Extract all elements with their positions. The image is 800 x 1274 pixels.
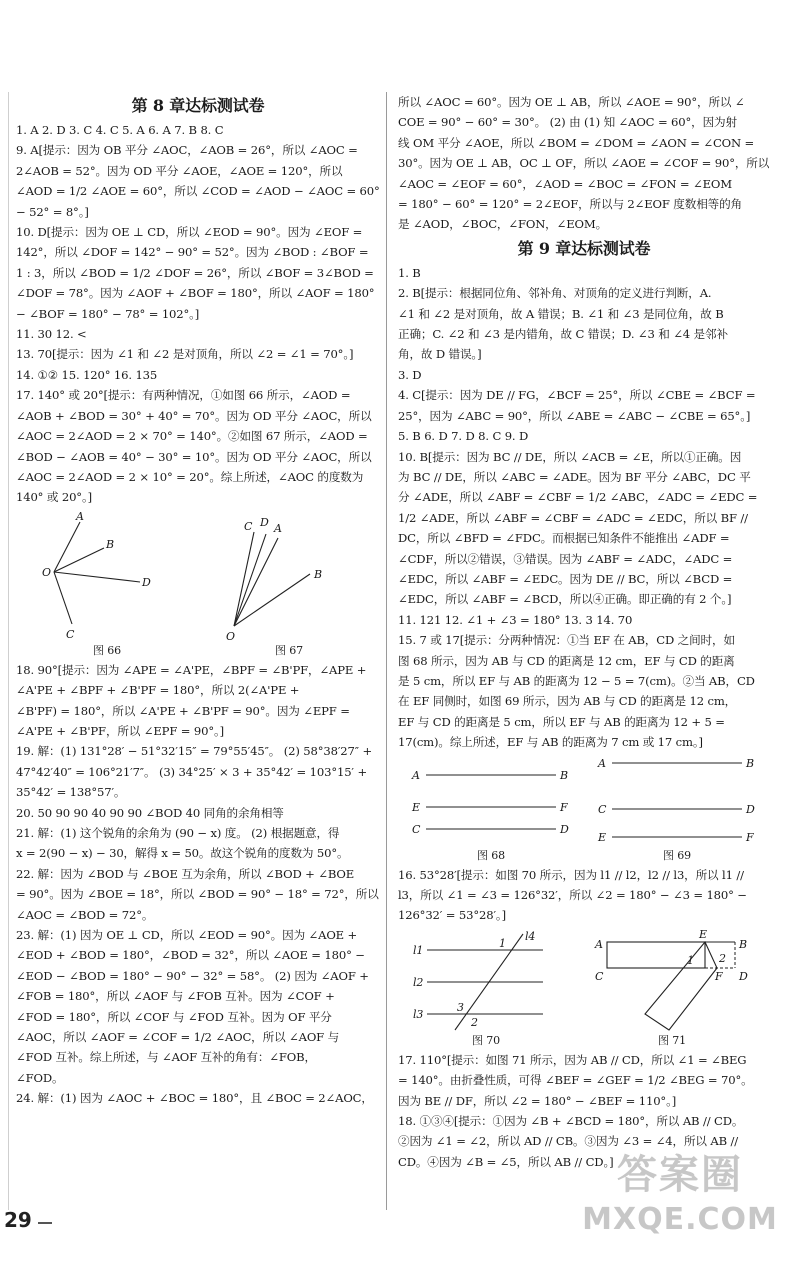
page-number-rule xyxy=(38,1222,52,1224)
text-line: ∠A'PE + ∠BPF + ∠B'PF = 180°，所以 2(∠A'PE + xyxy=(16,683,300,698)
text-line: EF 与 CD 的距离是 5 cm，所以 EF 与 AB 的距离为 12 + 5 = xyxy=(398,714,725,729)
page-number: 29 xyxy=(4,1208,32,1232)
chapter9-answers-part1 xyxy=(398,263,770,753)
text-line: ∠FOD。 xyxy=(16,1070,64,1085)
chapter8-answers-part1 xyxy=(16,120,380,508)
text-line: = 90°。因为 ∠BOE = 18°，所以 ∠BOD = 90° − 18° = 72°，所以 xyxy=(16,887,379,902)
text-line: ∠EOD + ∠BOD = 180°，∠BOD = 32°，所以 ∠AOE = 180° − xyxy=(16,948,365,963)
watermark-url: MXQE.COM xyxy=(582,1202,778,1237)
fig66-label-B: B xyxy=(106,537,114,551)
figure-70 xyxy=(411,930,561,1048)
text-line: ∠EDC，所以 ∠ABF = ∠EDC。因为 DE // BC，所以 ∠BCD = xyxy=(398,571,733,586)
text-line: 142°，所以 ∠DOF = 142° − 90° = 52°。因为 ∠BOD : ∠BOF = xyxy=(16,245,369,260)
fig71-label-A: A xyxy=(595,937,603,951)
fig69-label-E: E xyxy=(598,830,606,844)
fig68-label-E: E xyxy=(412,800,420,814)
figure-67 xyxy=(214,512,364,658)
watermark-text: 答案圈 xyxy=(617,1152,743,1198)
text-line: = 180° − 60° = 120° = 2∠EOF，所以与 2∠EOF 度数相等的角 xyxy=(398,197,742,212)
text-line: ∠AOC = ∠EOF = 60°，∠AOD = ∠BOC = ∠FON = ∠EOM xyxy=(398,176,732,191)
text-line: 10. B[提示：因为 BC // DE，所以 ∠ACB = ∠E，所以①正确。因 xyxy=(398,449,742,464)
figure-70-caption: 图 70 xyxy=(472,1033,500,1047)
fig68-label-A: A xyxy=(412,768,420,782)
text-line: 19. 解：(1) 131°28′ − 51°32′15″ = 79°55′45″。 (2) 58°38′27″ + xyxy=(16,744,373,759)
text-line: 25°，因为 ∠ABC = 90°，所以 ∠ABE = ∠ABC − ∠CBE = 65°。] xyxy=(398,408,751,423)
text-line: 线 OM 平分 ∠AOE，所以 ∠BOM = ∠DOM = ∠AON = ∠CON = xyxy=(398,135,755,150)
text-line: ∠AOC = 2∠AOD = 2 × 70° = 140°。②如图 67 所示，∠AOD = xyxy=(16,429,368,444)
ray-OD xyxy=(54,572,140,582)
text-line: 因为 BE // DF，所以 ∠2 = 180° − ∠BEF = 110°。] xyxy=(398,1093,677,1108)
text-line: ∠CDF，所以②错误，③错误。因为 ∠ABF = ∠ADC，∠ADC = xyxy=(398,551,733,566)
text-line: ∠AOC，所以 ∠AOF = ∠COF = 1/2 ∠AOC，所以 ∠AOF 与 xyxy=(16,1030,340,1045)
chapter8-answers-continued xyxy=(398,92,770,235)
text-line: ∠BOD − ∠AOB = 40° − 30° = 10°。因为 OD 平分 ∠AOC，所以 xyxy=(16,449,372,464)
column-divider xyxy=(386,92,387,1210)
ray-OA xyxy=(234,538,278,626)
text-line: = 140°。由折叠性质，可得 ∠BEF = ∠GEF = 1/2 ∠BEG = 70°。 xyxy=(398,1073,753,1088)
fig69-label-A: A xyxy=(598,756,606,770)
fig71-label-D: D xyxy=(739,969,748,983)
fig69-label-B: B xyxy=(746,756,754,770)
figure-68-caption: 图 68 xyxy=(477,848,505,862)
text-line: 分 ∠ADE，所以 ∠ABF = ∠CBF = 1/2 ∠ABC，∠ADC = ∠EDC = xyxy=(398,490,758,505)
text-line: 是 5 cm，所以 EF 与 AB 的距离为 12 − 5 = 7(cm)。②当 AB，CD xyxy=(398,673,755,688)
text-line: − 52° = 8°。] xyxy=(16,204,89,219)
text-line: CD。④因为 ∠B = ∠5，所以 AB // CD。] xyxy=(398,1154,614,1169)
figures-70-71 xyxy=(398,930,770,1048)
fig66-label-A: A xyxy=(76,511,84,523)
text-line: 14. ①② 15. 120° 16. 135 xyxy=(16,367,158,382)
chapter8-answers-part2 xyxy=(16,660,380,1109)
text-line: 正确；C. ∠2 和 ∠3 是内错角，故 C 错误；D. ∠3 和 ∠4 是邻补 xyxy=(398,327,728,342)
text-line: 5. B 6. D 7. D 8. C 9. D xyxy=(398,429,529,444)
ray-OC xyxy=(234,532,254,626)
text-line: 2. B[提示：根据同位角、邻补角、对顶角的定义进行判断，A. xyxy=(398,286,712,301)
fig70-angle-3: 3 xyxy=(457,1000,464,1014)
text-line: 为 BC // DE，所以 ∠ABC = ∠ADE。因为 BF 平分 ∠ABC，DC 平 xyxy=(398,469,751,484)
fig70-label-l1: l1 xyxy=(413,943,424,957)
text-line: ∠EOD − ∠BOD = 180° − 90° − 32° = 58°。 (2) 因为 ∠AOF + xyxy=(16,968,369,983)
text-line: 是 ∠AOD，∠BOC，∠FON，∠EOM。 xyxy=(398,217,608,232)
fig66-label-D: D xyxy=(142,575,151,589)
text-line: 11. 121 12. ∠1 + ∠3 = 180° 13. 3 14. 70 xyxy=(398,612,633,627)
text-line: ∠FOB = 180°，所以 ∠AOF 与 ∠FOB 互补。因为 ∠COF + xyxy=(16,989,335,1004)
text-line: 9. A[提示：因为 OB 平分 ∠AOC，∠AOB = 26°，所以 ∠AOC = xyxy=(16,143,358,158)
folded-strip xyxy=(645,942,717,1030)
text-line: ∠DOF = 78°。因为 ∠AOF + ∠BOF = 180°，所以 ∠AOF = 180° xyxy=(16,286,375,301)
figure-67-caption: 图 67 xyxy=(275,643,303,657)
text-line: 11. 30 12. < xyxy=(16,327,87,342)
text-line: 1. B xyxy=(398,265,421,280)
fig69-label-D: D xyxy=(746,802,755,816)
text-line: 17. 140° 或 20°[提示：有两种情况，①如图 66 所示，∠AOD = xyxy=(16,388,351,403)
figure-70-diagram xyxy=(411,930,561,1034)
figure-71-caption: 图 71 xyxy=(658,1033,686,1047)
text-line: 图 68 所示，因为 AB 与 CD 的距离是 12 cm，EF 与 CD 的距离 xyxy=(398,653,735,668)
ray-OC xyxy=(54,572,72,624)
text-line: COE = 90° − 60° = 30°。 (2) 由 (1) 知 ∠AOC = 60°，因为射 xyxy=(398,115,737,130)
fig71-angle-1: 1 xyxy=(687,953,694,967)
fig67-label-C: C xyxy=(244,519,253,533)
chapter8-title: 第 8 章达标测试卷 xyxy=(131,96,265,115)
text-line: ∠FOD = 180°，所以 ∠COF 与 ∠FOD 互补。因为 OF 平分 xyxy=(16,1009,332,1024)
fig68-label-B: B xyxy=(560,768,568,782)
text-line: 10. D[提示：因为 OE ⊥ CD，所以 ∠EOD = 90°。因为 ∠EOF = xyxy=(16,225,363,240)
ray-OB xyxy=(54,548,104,572)
text-line: 1/2 ∠ADE，所以 ∠ABF = ∠CBF = ∠ADC = ∠EDC，所以 BF // xyxy=(398,510,748,525)
figure-67-diagram xyxy=(214,512,364,644)
figure-71-diagram xyxy=(587,930,757,1034)
fig71-label-F: F xyxy=(715,969,723,983)
text-line: ∠AOB + ∠BOD = 30° + 40° = 70°。因为 OD 平分 ∠AOC，所以 xyxy=(16,408,372,423)
text-line: ②因为 ∠1 = ∠2，所以 AD // CB。③因为 ∠3 = ∠4，所以 AB // xyxy=(398,1134,739,1149)
text-line: 15. 7 或 17[提示：分两种情况：①当 EF 在 AB，CD 之间时，如 xyxy=(398,633,735,648)
fig68-label-F: F xyxy=(560,800,568,814)
fig70-angle-2: 2 xyxy=(471,1015,478,1029)
fig70-label-l2: l2 xyxy=(413,975,424,989)
text-line: 126°32′ = 53°28′。] xyxy=(398,908,506,923)
text-line: 17. 110°[提示：如图 71 所示，因为 AB // CD，所以 ∠1 = ∠BEG xyxy=(398,1052,747,1067)
text-line: 23. 解：(1) 因为 OE ⊥ CD，所以 ∠EOD = 90°。因为 ∠AOE + xyxy=(16,928,358,942)
figure-68 xyxy=(406,757,576,863)
fig71-label-C: C xyxy=(595,969,604,983)
figure-69 xyxy=(592,757,762,863)
text-line: ∠B'PF) = 180°，所以 ∠A'PE + ∠B'PF = 90°。因为 ∠EPF = xyxy=(16,703,350,718)
text-line: ∠FOD 互补。综上所述，与 ∠AOF 互补的角有：∠FOB， xyxy=(16,1050,316,1065)
fig71-angle-2: 2 xyxy=(719,951,726,965)
watermark xyxy=(560,1150,800,1274)
text-line: 18. 90°[提示：因为 ∠APE = ∠A'PE，∠BPF = ∠B'PF，∠APE + xyxy=(16,662,367,677)
text-line: 47°42′40″ = 106°21′7″。 (3) 34°25′ × 3 + 35°42′ = 103°15′ + xyxy=(16,764,368,779)
text-line: 22. 解：因为 ∠BOD 与 ∠BOE 互为余角，所以 ∠BOD + ∠BOE xyxy=(16,866,355,881)
fig71-label-B: B xyxy=(739,937,747,951)
text-line: 1 : 3，所以 ∠BOD = 1/2 ∠DOF = 26°，所以 ∠BOF = 3∠BOD = xyxy=(16,265,374,280)
text-line: 35°42′ = 138°57′。 xyxy=(16,785,126,800)
fig66-label-O: O xyxy=(42,565,51,579)
text-line: 24. 解：(1) 因为 ∠AOC + ∠BOC = 180°，且 ∠BOC = 2∠AOC， xyxy=(16,1091,373,1106)
ray-OA xyxy=(54,522,80,572)
fig67-label-B: B xyxy=(314,567,322,581)
fig67-label-O: O xyxy=(226,629,235,643)
left-margin-rule xyxy=(8,92,9,1210)
text-line: 21. 解：(1) 这个锐角的余角为 (90 − x) 度。 (2) 根据题意，得 xyxy=(16,825,340,840)
text-line: ∠A'PE + ∠B'PF，所以 ∠EPF = 90°。] xyxy=(16,723,224,738)
text-line: 30°。因为 OE ⊥ AB，OC ⊥ OF，所以 ∠AOE = ∠COF = 90°，所以 xyxy=(398,156,770,171)
left-column xyxy=(16,92,380,1109)
text-line: 3. D xyxy=(398,367,422,382)
text-line: 140° 或 20°。] xyxy=(16,490,92,505)
figure-66 xyxy=(32,512,182,658)
fig68-label-D: D xyxy=(560,822,569,836)
figure-69-caption: 图 69 xyxy=(663,848,691,862)
text-line: 1. A 2. D 3. C 4. C 5. A 6. A 7. B 8. C xyxy=(16,123,224,137)
text-line: − ∠BOF = 180° − 78° = 102°。] xyxy=(16,306,200,321)
text-line: x = 2(90 − x) − 30，解得 x = 50。故这个锐角的度数为 50°。 xyxy=(16,846,349,861)
fig70-angle-1: 1 xyxy=(499,936,506,950)
figures-66-67 xyxy=(16,512,380,658)
text-line: ∠AOC = 2∠AOD = 2 × 10° = 20°。综上所述，∠AOC 的度数为 xyxy=(16,469,364,484)
text-line: 在 EF 同侧时，如图 69 所示，因为 AB 与 CD 的距离是 12 cm， xyxy=(398,694,737,709)
chapter9-answers-part2 xyxy=(398,865,770,926)
fig70-label-l3: l3 xyxy=(413,1007,424,1021)
text-line: 所以 ∠AOC = 60°。因为 OE ⊥ AB，所以 ∠AOE = 90°，所以 ∠ xyxy=(398,95,745,109)
right-column xyxy=(398,92,770,1172)
text-line: 20. 50 90 90 40 90 90 ∠BOD 40 同角的余角相等 xyxy=(16,805,284,820)
figure-66-caption: 图 66 xyxy=(93,643,121,657)
text-line: 角，故 D 错误。] xyxy=(398,347,482,362)
figure-66-diagram xyxy=(32,512,182,644)
fig69-label-C: C xyxy=(598,802,607,816)
fig68-label-C: C xyxy=(412,822,421,836)
text-line: l3，所以 ∠1 = ∠3 = 126°32′，所以 ∠2 = 180° − ∠3 = 180° − xyxy=(398,888,747,902)
text-line: 18. ①③④[提示：①因为 ∠B + ∠BCD = 180°，所以 AB // CD。 xyxy=(398,1114,744,1129)
fig70-label-l4: l4 xyxy=(525,929,536,943)
figure-68-diagram xyxy=(406,757,576,849)
text-line: ∠AOD = 1/2 ∠AOE = 60°，所以 ∠COD = ∠AOD − ∠AOC = 60° xyxy=(16,184,380,199)
text-line: 16. 53°28′[提示：如图 70 所示，因为 l1 // l2，l2 // l3，所以 l1 // xyxy=(398,867,744,882)
figure-69-diagram xyxy=(592,757,762,849)
text-line: 2∠AOB = 52°。因为 OD 平分 ∠AOE，∠AOE = 120°，所以 xyxy=(16,163,343,178)
chapter9-title: 第 9 章达标测试卷 xyxy=(517,238,651,258)
text-line: ∠EDC，所以 ∠ABF = ∠BCD，所以④正确。即正确的有 2 个。] xyxy=(398,592,732,607)
text-line: ∠1 和 ∠2 是对顶角，故 A 错误；B. ∠1 和 ∠3 是同位角，故 B xyxy=(398,306,724,321)
text-line: 4. C[提示：因为 DE // FG，∠BCF = 25°，所以 ∠CBE = ∠BCF = xyxy=(398,388,756,403)
text-line: 17(cm)。综上所述，EF 与 AB 的距离为 7 cm 或 17 cm。] xyxy=(398,735,703,750)
text-line: ∠AOC = ∠BOD = 72°。 xyxy=(16,907,154,922)
text-line: 13. 70[提示：因为 ∠1 和 ∠2 是对顶角，所以 ∠2 = ∠1 = 70°。] xyxy=(16,347,354,362)
fig71-label-E: E xyxy=(699,929,707,941)
ray-OD xyxy=(234,534,266,626)
fig69-label-F: F xyxy=(746,830,754,844)
fig66-label-C: C xyxy=(66,627,75,641)
figures-68-69 xyxy=(398,757,770,863)
fig67-label-D: D xyxy=(260,515,269,529)
fig67-label-A: A xyxy=(274,521,282,535)
ray-OB xyxy=(234,574,310,626)
figure-71 xyxy=(587,930,757,1048)
text-line: DC，所以 ∠BFD = ∠FDC。而根据已知条件不能推出 ∠ADF = xyxy=(398,531,730,546)
